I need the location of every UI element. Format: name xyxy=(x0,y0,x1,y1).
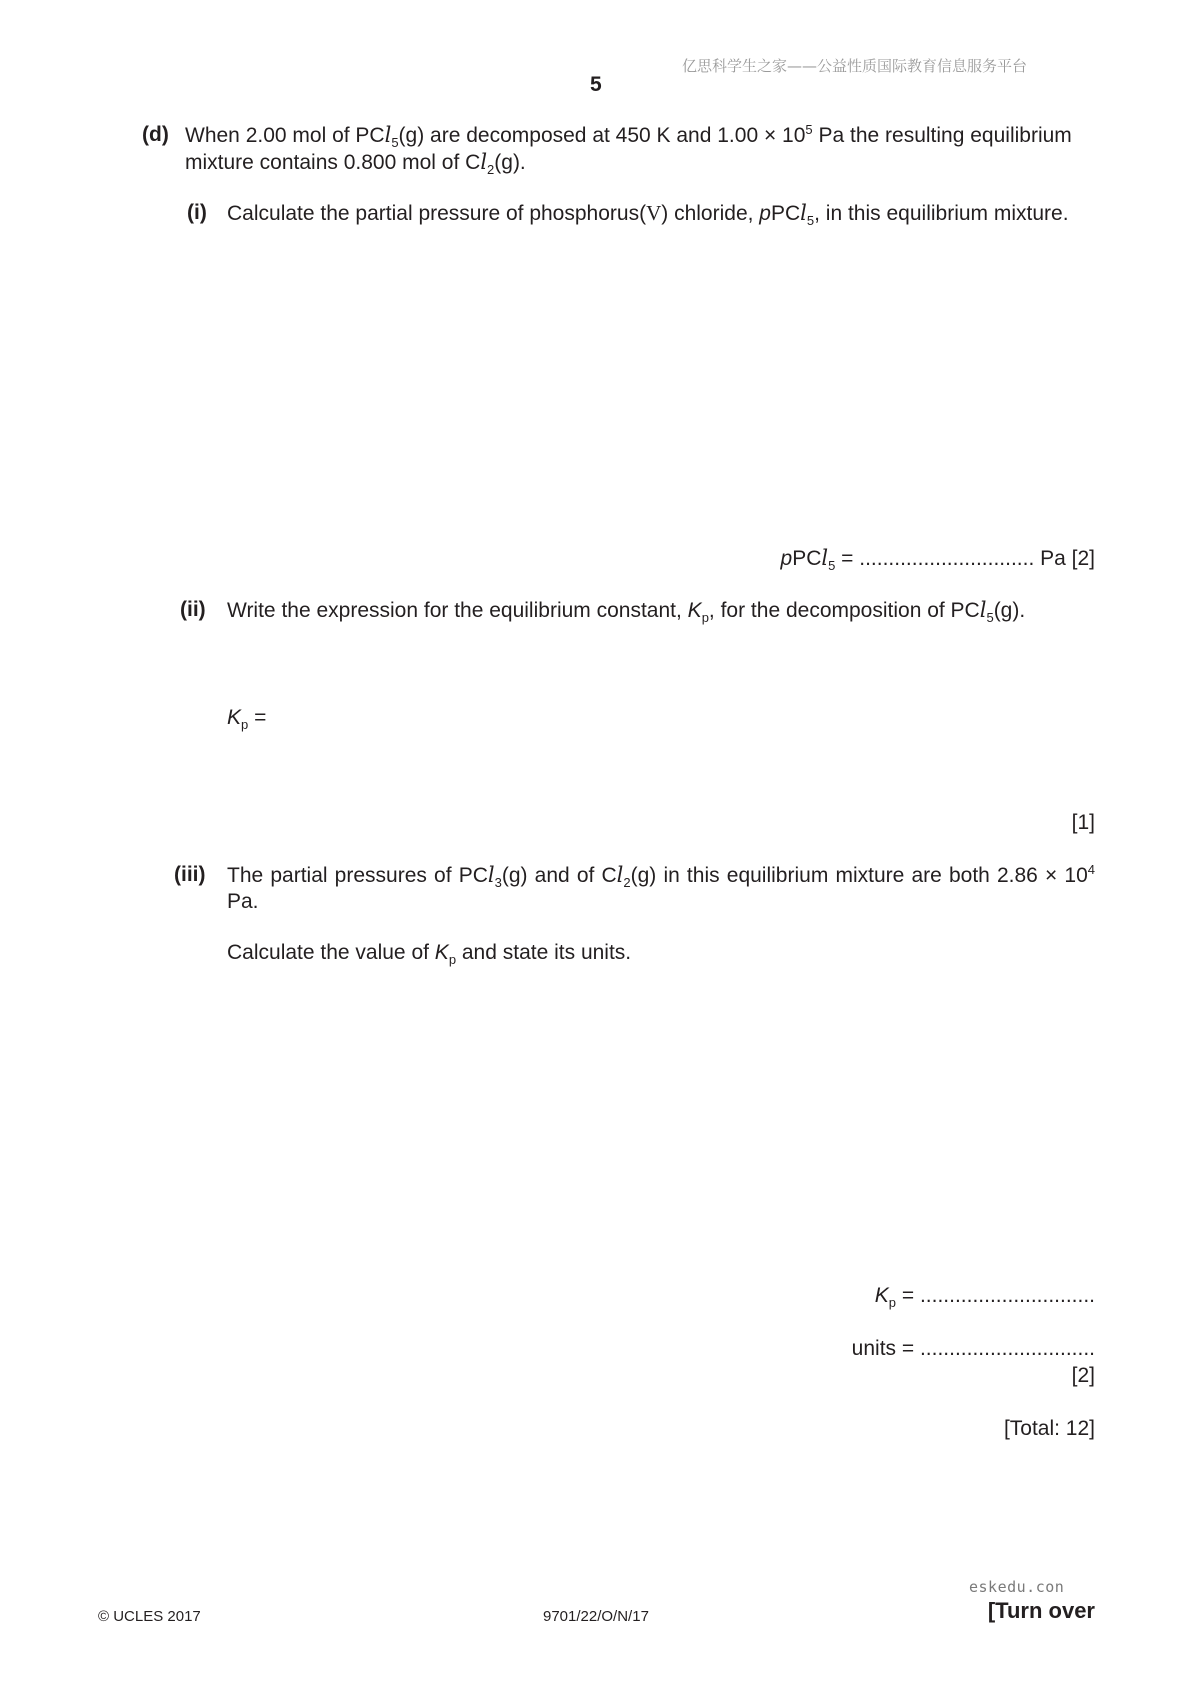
turn-over: [Turn over xyxy=(987,1598,1095,1623)
answer-line-ppcl5: pPCl$_5$ = .............................. Pa [2] xyxy=(780,546,1095,573)
mark-ii: [1] xyxy=(1071,811,1095,834)
question-label-d: (d) xyxy=(142,123,169,146)
question-iii-text: The partial pressures of PCl$_3$(g) and of $Cl_2(g)$ in this equilibrium mixture are both $2.86 \times 10^4$ Pa. xyxy=(227,862,1096,913)
answer-line-units: units = .............................. xyxy=(851,1337,1095,1360)
answer-line-kp: $K_p$ = .............................. xyxy=(874,1284,1095,1310)
kp-expression-label: $K_p$ = xyxy=(227,706,267,732)
watermark-footer: eskedu.con xyxy=(969,1578,1065,1596)
total-marks: [Total: 12] xyxy=(1003,1417,1095,1440)
page-number: 5 xyxy=(590,73,602,96)
question-d-text: When 2.00 mol of PCl$_5$(g) are decomposed at 450 K and $1.00 \times 10^5$ Pa the resulting equilibrium mixture contains 0.800 mol of $Cl_2(g)$. xyxy=(185,122,1072,177)
question-label-ii: (ii) xyxy=(180,598,206,621)
question-i-text: Calculate the partial pressure of phosphorus(V) chloride, pPCl$_5$, in this equilibrium mixture. xyxy=(227,201,1069,228)
question-label-i: (i) xyxy=(187,201,207,224)
watermark-header: 亿思科学生之家——公益性质国际教育信息服务平台 xyxy=(682,57,1028,75)
mark-iii: [2] xyxy=(1071,1364,1095,1387)
paper-code: 9701/22/O/N/17 xyxy=(543,1608,649,1625)
question-label-iii: (iii) xyxy=(174,863,206,886)
question-iii-calculate: Calculate the value of $K_p$ and state its units. xyxy=(227,941,632,967)
question-ii-text: Write the expression for the equilibrium constant, $K_p$, for the decomposition of PCl$_5$(g). xyxy=(227,598,1026,625)
copyright: © UCLES 2017 xyxy=(98,1608,201,1625)
